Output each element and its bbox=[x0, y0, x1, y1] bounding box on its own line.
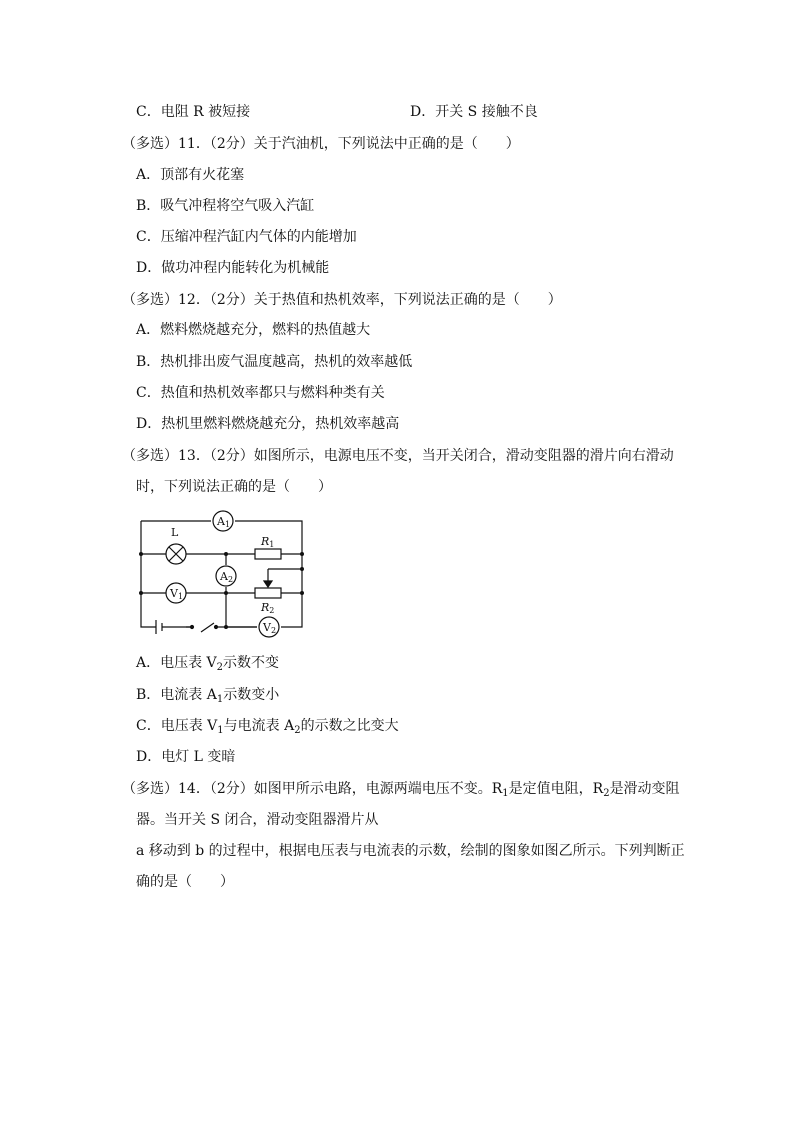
resistor-r1 bbox=[255, 549, 281, 559]
q13-stem-line2: 时，下列说法正确的是（ ） bbox=[136, 479, 332, 495]
q13-option-a: A．电压表 $V_2$示数不变 bbox=[136, 655, 280, 673]
q12-option-d: D．热机里燃料燃烧越充分，热机效率越高 bbox=[136, 416, 400, 432]
a2-label: A2 bbox=[220, 570, 234, 584]
a1-label: A1 bbox=[217, 515, 231, 529]
q11-stem: （多选）11．（2分）关于汽油机，下列说法中正确的是（ ） bbox=[122, 136, 520, 152]
slider-arrow bbox=[264, 581, 272, 587]
switch-contact bbox=[191, 626, 194, 629]
q13-option-c: C．电压表 $V_1$与电流表 $A_2$的示数之比变大 bbox=[136, 718, 399, 736]
q11-option-b: B．吸气冲程将空气吸入汽缸 bbox=[136, 198, 315, 214]
q11-option-d: D．做功冲程内能转化为机械能 bbox=[136, 260, 330, 276]
q12-option-c: C．热值和热机效率都只与燃料种类有关 bbox=[136, 385, 385, 401]
circuit-diagram bbox=[136, 507, 308, 641]
q12-option-b: B．热机排出废气温度越高，热机的效率越低 bbox=[136, 354, 413, 370]
q10-option-c: C．电阻 R 被短接 bbox=[136, 104, 251, 120]
q14-stem-line4: 确的是（ ） bbox=[136, 874, 234, 890]
switch-contact bbox=[215, 626, 218, 629]
q14-stem-line3: a 移动到 b 的过程中，根据电压表与电流表的示数，绘制的图象如图乙所示。下列判断正 bbox=[136, 843, 685, 859]
q13-option-d: D．电灯 L 变暗 bbox=[136, 749, 236, 765]
r1-label: R1 bbox=[261, 535, 275, 549]
q14-stem-line1: （多选）14．（2分）如图甲所示电路，电源两端电压不变。$R_1$是定值电阻，$R_2$是滑动变阻 bbox=[122, 781, 680, 799]
q12-option-a: A．燃料燃烧越充分，燃料的热值越大 bbox=[136, 322, 371, 338]
q13-stem-line1: （多选）13．（2分）如图所示，电源电压不变，当开关闭合，滑动变阻器的滑片向右滑动 bbox=[122, 448, 674, 464]
q10-option-d: D．开关 S 接触不良 bbox=[410, 104, 538, 120]
q12-stem: （多选）12．（2分）关于热值和热机效率，下列说法正确的是（ ） bbox=[122, 292, 562, 308]
lamp-label: L bbox=[171, 526, 179, 539]
rheostat-r2 bbox=[255, 588, 281, 598]
q11-option-a: A．顶部有火花塞 bbox=[136, 167, 245, 183]
v2-label: V2 bbox=[263, 621, 277, 635]
q13-option-b: B．电流表 $A_1$示数变小 bbox=[136, 687, 280, 705]
r2-label: R2 bbox=[261, 601, 275, 615]
q11-option-c: C．压缩冲程汽缸内气体的内能增加 bbox=[136, 229, 357, 245]
v1-label: V1 bbox=[170, 587, 184, 601]
q14-stem-line2: 器。当开关 S 闭合，滑动变阻器滑片从 bbox=[136, 812, 379, 828]
